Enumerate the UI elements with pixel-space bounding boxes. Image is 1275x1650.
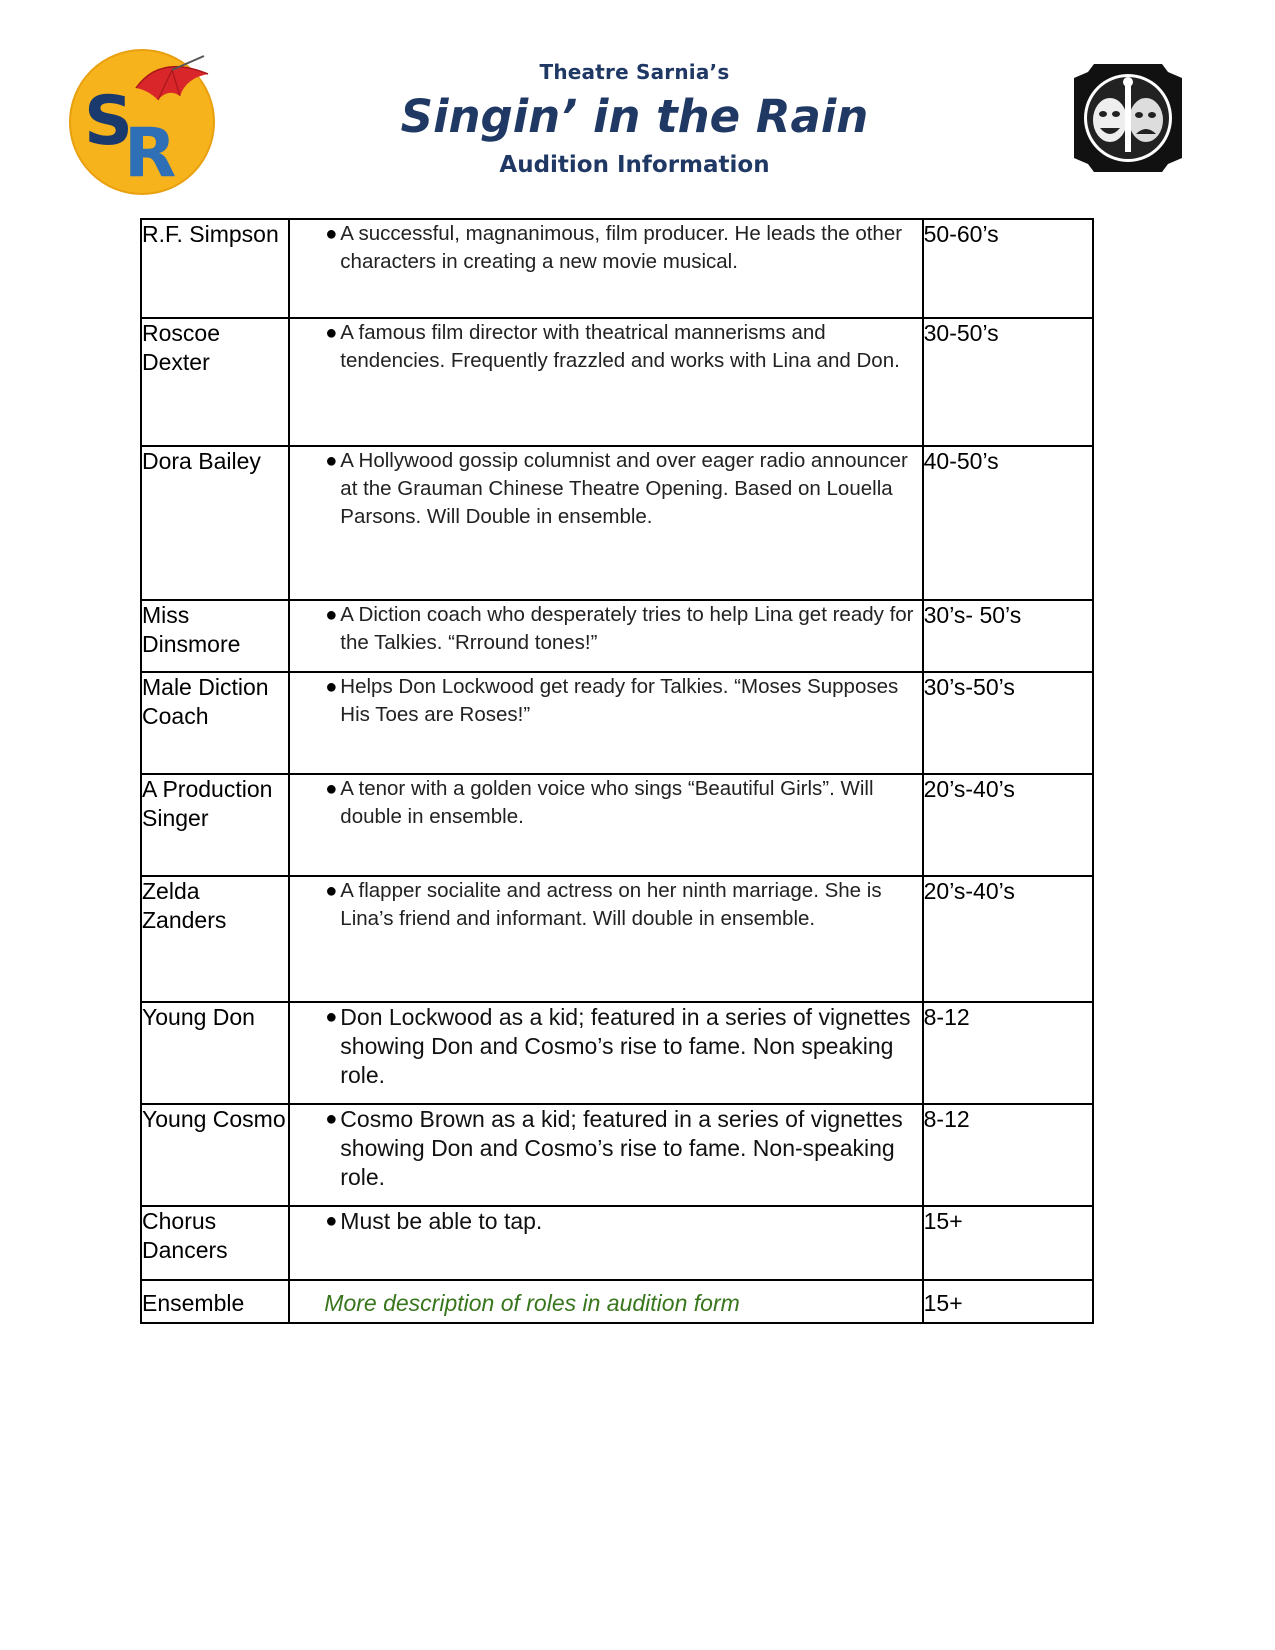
bullet-icon: ● bbox=[325, 1108, 338, 1130]
table-row bbox=[141, 219, 1093, 318]
table-row bbox=[141, 1206, 1093, 1280]
role-description: Don Lockwood as a kid; featured in a series of vignettes showing Don and Cosmo’s rise to fame. Non speaking role. bbox=[340, 1004, 911, 1088]
bullet-icon: ● bbox=[325, 1006, 338, 1028]
table-row bbox=[141, 446, 1093, 600]
role-name: R.F. Simpson bbox=[141, 219, 289, 318]
role-description: A flapper socialite and actress on her ninth marriage. She is Lina’s friend and informant. Will double in ensemble. bbox=[340, 879, 882, 930]
table-row bbox=[141, 876, 1093, 1002]
bullet-icon: ● bbox=[325, 450, 338, 472]
bullet-icon: ● bbox=[325, 604, 338, 626]
role-age: 30’s-50’s bbox=[923, 672, 1093, 774]
role-description: Must be able to tap. bbox=[340, 1208, 543, 1234]
logo-letter-r: R bbox=[124, 114, 177, 193]
bullet-icon: ● bbox=[325, 322, 338, 344]
role-age: 8-12 bbox=[923, 1002, 1093, 1104]
role-description: A Diction coach who desperately tries to help Lina get ready for the Talkies. “Rrround tones!” bbox=[340, 603, 914, 654]
role-name: Dora Bailey bbox=[141, 446, 289, 600]
role-age: 30-50’s bbox=[923, 318, 1093, 446]
role-description: A famous film director with theatrical mannerisms and tendencies. Frequently frazzled and works with Lina and Don. bbox=[340, 321, 900, 372]
table-row bbox=[141, 318, 1093, 446]
role-description: Helps Don Lockwood get ready for Talkies. “Moses Supposes His Toes are Roses!” bbox=[340, 675, 899, 726]
role-name: A Production Singer bbox=[141, 774, 289, 876]
role-age: 30’s- 50’s bbox=[923, 600, 1093, 672]
theatre-name: Theatre Sarnia’s bbox=[539, 60, 730, 84]
role-name: Miss Dinsmore bbox=[141, 600, 289, 672]
bullet-icon: ● bbox=[325, 223, 338, 245]
bullet-icon: ● bbox=[325, 880, 338, 902]
role-description: A successful, magnanimous, film producer. He leads the other characters in creating a new movie musical. bbox=[340, 222, 903, 273]
table-row bbox=[141, 1280, 1093, 1323]
table-row bbox=[141, 600, 1093, 672]
role-age: 20’s-40’s bbox=[923, 774, 1093, 876]
table-row bbox=[141, 1002, 1093, 1104]
document-subtitle: Audition Information bbox=[499, 152, 770, 178]
role-name: Chorus Dancers bbox=[141, 1206, 289, 1280]
role-description-note: More description of roles in audition form bbox=[324, 1290, 740, 1316]
role-name: Male Diction Coach bbox=[141, 672, 289, 774]
role-age: 8-12 bbox=[923, 1104, 1093, 1206]
role-age: 20’s-40’s bbox=[923, 876, 1093, 1002]
role-age: 15+ bbox=[923, 1206, 1093, 1280]
table-row bbox=[141, 1104, 1093, 1206]
table-row bbox=[141, 774, 1093, 876]
role-name: Zelda Zanders bbox=[141, 876, 289, 1002]
role-age: 50-60’s bbox=[923, 219, 1093, 318]
bullet-icon: ● bbox=[325, 778, 338, 800]
role-name: Ensemble bbox=[141, 1280, 289, 1323]
role-age: 15+ bbox=[923, 1280, 1093, 1323]
role-name: Roscoe Dexter bbox=[141, 318, 289, 446]
role-name: Young Cosmo bbox=[141, 1104, 289, 1206]
role-name: Young Don bbox=[141, 1002, 289, 1104]
bullet-icon: ● bbox=[325, 1210, 338, 1232]
table-row bbox=[141, 672, 1093, 774]
roles-table bbox=[140, 218, 1094, 1324]
role-description: Cosmo Brown as a kid; featured in a series of vignettes showing Don and Cosmo’s rise to fame. Non-speaking role. bbox=[340, 1106, 903, 1190]
show-title: Singin’ in the Rain bbox=[400, 90, 869, 143]
document-header bbox=[0, 58, 1275, 182]
role-age: 40-50’s bbox=[923, 446, 1093, 600]
bullet-icon: ● bbox=[325, 676, 338, 698]
role-description: A Hollywood gossip columnist and over eager radio announcer at the Grauman Chinese Theatre Opening. Based on Louella Parsons. Will Double in ensemble. bbox=[340, 449, 908, 528]
role-description: A tenor with a golden voice who sings “Beautiful Girls”. Will double in ensemble. bbox=[340, 777, 874, 828]
logo-letter-s: S bbox=[84, 82, 133, 161]
